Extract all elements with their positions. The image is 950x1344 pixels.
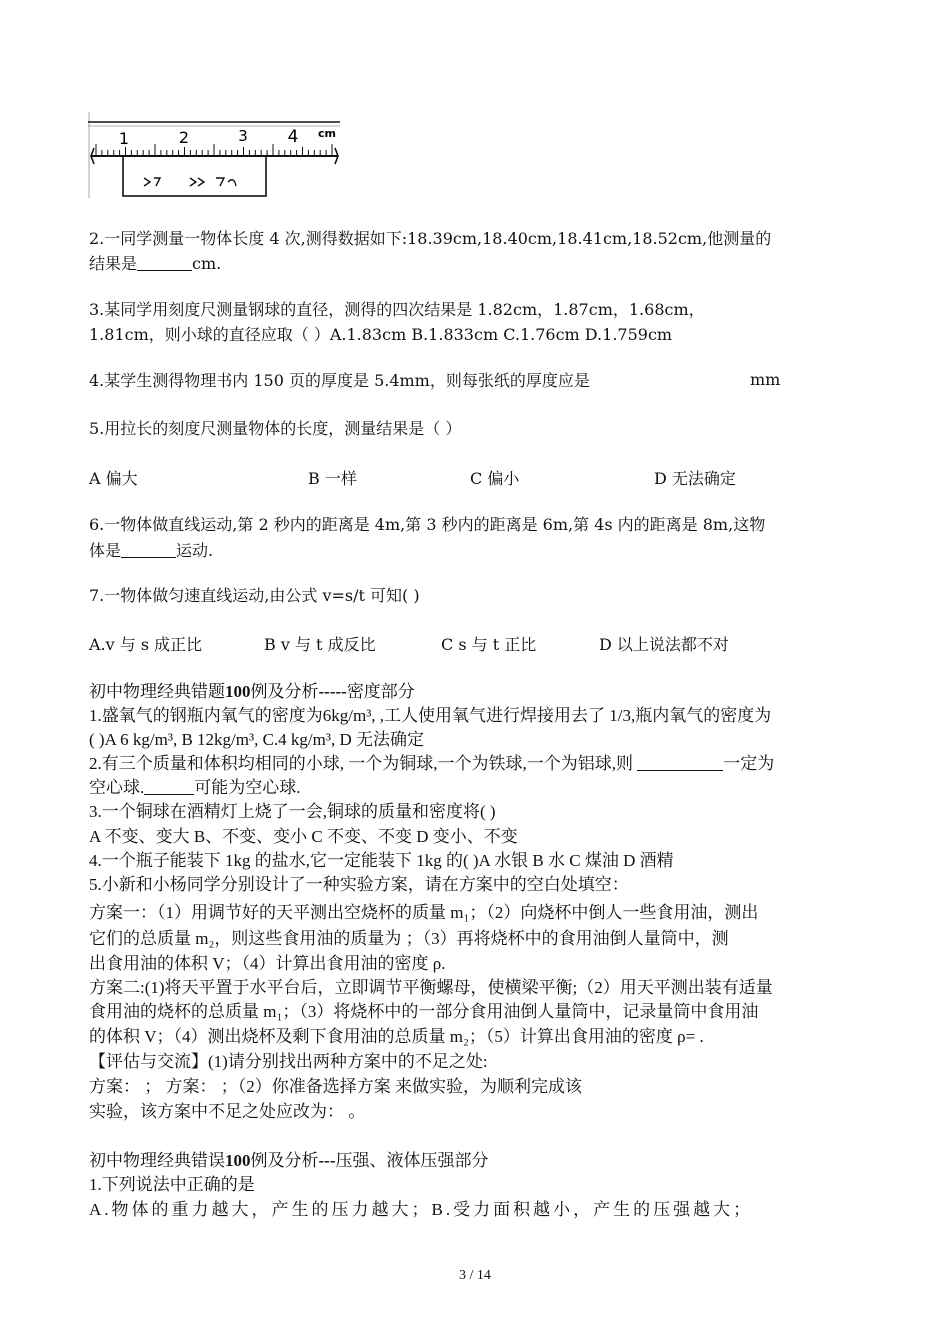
question-2-unit: cm.: [192, 254, 222, 273]
question-7-option-b: B v 与 t 成反比: [264, 635, 376, 654]
question-5-option-c: C 偏小: [470, 469, 520, 488]
density-q3-line1: 3.一个铜球在酒精灯上烧了一会,铜球的质量和密度将( ): [89, 802, 496, 821]
density-q1-line2: ( )A 6 kg/m³, B 12kg/m³, C.4 kg/m³, D 无法确定: [89, 730, 424, 749]
density-q2-line2: 空心球. 可能为空心球.: [89, 778, 301, 797]
question-7-option-a: A.v 与 s 成正比: [89, 635, 203, 654]
density-eval-line1: 【评估与交流】(1)请分别找出两种方案中的不足之处:: [89, 1052, 488, 1071]
question-5-text: 5.用拉长的刻度尺测量物体的长度，测量结果是（ ）: [89, 419, 462, 438]
pressure-q1-line1: 1.下列说法中正确的是: [89, 1175, 255, 1194]
density-q3-line2: A 不变、变大 B、不变、变小 C 不变、不变 D 变小、不变: [89, 827, 518, 846]
density-plan2-line1: 方案二:(1)将天平置于水平台后，立即调节平衡螺母，使横梁平衡;（2）用天平测出装有适量: [89, 978, 773, 997]
question-4-text: 4.某学生测得物理书内 150 页的厚度是 5.4mm，则每张纸的厚度应是: [89, 371, 590, 390]
density-q1-line1: 1.盛氧气的钢瓶内氧气的密度为6kg/m³, ,工人使用氧气进行焊接用去了 1/3,瓶内氧气的密度为: [89, 706, 772, 725]
question-6-line2: [89, 540, 213, 562]
question-2-prefix: 结果是: [89, 254, 138, 273]
question-6-prefix: 体是: [89, 541, 122, 560]
question-4-unit: mm: [750, 370, 781, 389]
question-7-option-d: D 以上说法都不对: [599, 635, 729, 654]
question-6-suffix: 运动.: [176, 541, 214, 560]
question-3-line1: 3.某同学用刻度尺测量钢球的直径，测得的四次结果是 1.82cm，1.87cm，1.68cm，: [89, 300, 705, 319]
ruler-number-2: 2: [178, 128, 190, 147]
answer-blank: [121, 542, 176, 558]
density-section-heading: 初中物理经典错题100例及分析-----密度部分: [89, 682, 415, 701]
question-3-line2: 1.81cm，则小球的直径应取（ ）A.1.83cm B.1.833cm C.1.76cm D.1.759cm: [89, 325, 673, 344]
question-2-line1: 2.一同学测量一物体长度 4 次,测得数据如下:18.39cm,18.40cm,18.41cm,18.52cm,他测量的: [89, 229, 772, 248]
answer-blank: [144, 779, 194, 795]
answer-blank: [137, 255, 192, 271]
ruler-number-3: 3: [238, 127, 248, 145]
pressure-section-heading: 初中物理经典错误100例及分析---压强、液体压强部分: [89, 1151, 489, 1170]
ruler-number-1: 1: [118, 129, 130, 148]
question-2-line2: [89, 253, 221, 275]
ruler-object-marks: [144, 178, 236, 186]
pressure-q1-line2: A.物体的重力越大，产生的压力越大；B.受力面积越小，产生的压强越大；: [89, 1200, 754, 1219]
question-5-option-a: A 偏大: [89, 469, 138, 488]
ruler-unit: cm: [318, 127, 336, 140]
density-eval-line3: 实验，该方案中不足之处应改为： 。: [89, 1102, 366, 1121]
question-5-option-b: B 一样: [308, 469, 357, 488]
ruler-figure: [88, 112, 340, 198]
density-q4-line1: 4.一个瓶子能装下 1kg 的盐水,它一定能装下 1kg 的( )A 水银 B 水 C 煤油 D 酒精: [89, 851, 674, 870]
answer-blank: [637, 755, 723, 771]
density-plan1-line3: 出食用油的体积 V；（4）计算出食用油的密度 ρ.: [89, 954, 446, 973]
density-plan1-line1: 方案一：（1）用调节好的天平测出空烧杯的质量 m₁；（2）向烧杯中倒人一些食用油，测出: [89, 903, 759, 922]
density-plan2-line2: 食用油的烧杯的总质量 m₁；（3）将烧杯中的一部分食用油倒人量筒中，记录量筒中食用油: [89, 1002, 759, 1021]
density-q2-line1: 2.有三个质量和体积均相同的小球, 一个为铜球,一个为铁球,一个为铝球,则 一定为: [89, 754, 775, 773]
density-plan1-line2: 它们的总质量 m₂，则这些食用油的质量为 ；（3）再将烧杯中的食用油倒人量筒中，测: [89, 929, 729, 948]
question-5-option-d: D 无法确定: [654, 469, 736, 488]
density-eval-line2: 方案： ； 方案： ；（2）你准备选择方案 来做实验，为顺利完成该: [89, 1077, 582, 1096]
ruler-number-4: 4: [287, 127, 299, 147]
density-q5-line1: 5.小新和小杨同学分别设计了一种实验方案，请在方案中的空白处填空：: [89, 875, 629, 894]
page-number: 3 / 14: [459, 1268, 491, 1283]
question-6-line1: 6.一物体做直线运动,第 2 秒内的距离是 4m,第 3 秒内的距离是 6m,第 4s 内的距离是 8m,这物: [89, 515, 766, 534]
question-7-option-c: C s 与 t 正比: [441, 635, 537, 654]
density-plan2-line3: 的体积 V；（4）测出烧杯及剩下食用油的总质量 m₂；（5）计算出食用油的密度 ρ= .: [89, 1027, 704, 1046]
question-7-text: 7.一物体做匀速直线运动,由公式 v=s/t 可知( ): [89, 586, 420, 605]
